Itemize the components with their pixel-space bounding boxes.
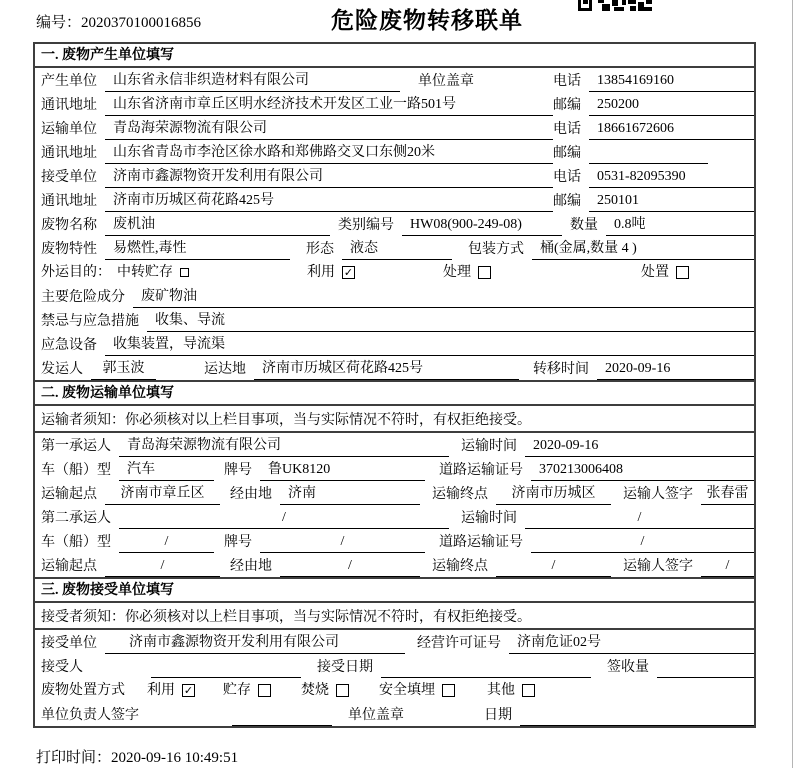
transport-time-2-label: 运输时间	[461, 511, 517, 526]
checkbox-label: 其他	[487, 682, 515, 698]
transport-time-label: 运输时间	[461, 439, 517, 454]
receiver-zip-label: 邮编	[553, 194, 581, 209]
page-title: 危险废物转移联单	[331, 8, 523, 33]
receiver-zip-value: 250101	[589, 190, 754, 212]
receiver-notice-label: 接受者须知：	[41, 609, 125, 625]
carrier-sign-2-value: /	[701, 555, 754, 577]
dispatcher-label: 发运人	[41, 362, 83, 377]
waste-property-label: 废物特性	[41, 242, 97, 257]
hazardous-waste-transfer-form	[33, 42, 756, 728]
option-disposal-other	[487, 680, 535, 701]
vehicle-type-label: 车（船）型	[41, 463, 111, 478]
waste-category-label: 类别编号	[338, 218, 394, 233]
row-producer-address	[35, 92, 754, 116]
packing-label: 包装方式	[468, 242, 524, 257]
business-permit-value: 济南危证02号	[509, 632, 754, 654]
sign-date-label: 日期	[484, 708, 512, 723]
row-second-carrier	[35, 505, 754, 529]
second-carrier-value: /	[119, 507, 449, 529]
packing-value: 桶(金属,数量 4 )	[532, 238, 754, 260]
route-start-2-value: /	[105, 555, 220, 577]
checkbox-label: 利用	[147, 682, 175, 698]
plate-value: 鲁UK8120	[260, 459, 425, 481]
receiver-notice	[35, 603, 754, 630]
transport-time-value: 2020-09-16	[525, 435, 754, 457]
producer-zip-value: 250200	[589, 94, 754, 116]
transporter-notice-label: 运输者须知：	[41, 412, 125, 428]
vehicle-type-2-label: 车（船）型	[41, 535, 111, 550]
producer-value: 山东省永信非织造材料有限公司	[105, 70, 400, 92]
transporter-notice-text: 你必须核对以上栏目事项，当与实际情况不符时，有权拒绝接受。	[125, 412, 531, 428]
receiver-phone-value: 0531-82095390	[589, 166, 754, 188]
receiver-phone-label: 电话	[553, 170, 581, 185]
row-emergency-equipment	[35, 332, 754, 356]
row-route-2	[35, 553, 754, 577]
acceptor-value	[151, 656, 301, 678]
route-end-2-value: /	[496, 555, 611, 577]
business-permit-label: 经营许可证号	[417, 636, 501, 651]
row-first-carrier	[35, 433, 754, 457]
transporter-address-value: 山东省青岛市李沧区徐水路和郑佛路交叉口东侧20米	[105, 142, 553, 164]
row-receiver	[35, 164, 754, 188]
option-disposal-storage	[223, 680, 271, 701]
road-permit-value: 370213006408	[531, 459, 754, 481]
transporter-phone-label: 电话	[553, 122, 581, 137]
transport-time-2-value: /	[525, 507, 754, 529]
checkbox-label: 贮存	[223, 682, 251, 698]
producer-phone-value: 13854169160	[589, 70, 754, 92]
unit-seal-label: 单位盖章	[418, 74, 474, 89]
section-receiver	[35, 577, 754, 726]
receiver-notice-text: 你必须核对以上栏目事项，当与实际情况不符时，有权拒绝接受。	[125, 609, 531, 625]
carrier-sign-2-label: 运输人签字	[623, 559, 693, 574]
transfer-time-value: 2020-09-16	[597, 358, 754, 380]
checkbox-disposal-other	[522, 684, 535, 697]
producer-phone-label: 电话	[553, 74, 581, 89]
transporter-zip-label: 邮编	[553, 146, 581, 161]
receiver-address-value: 济南市历城区荷花路425号	[105, 190, 553, 212]
accepting-unit-value: 济南市鑫源物资开发利用有限公司	[105, 632, 405, 654]
checkbox-transfer-storage	[180, 268, 189, 277]
route-via-value: 济南	[280, 483, 420, 505]
row-transporter	[35, 116, 754, 140]
print-time-label: 打印时间：	[36, 750, 112, 766]
route-via-2-label: 经由地	[230, 559, 272, 574]
received-quantity-value	[657, 656, 754, 678]
checkbox-dispose	[676, 266, 689, 279]
transporter-notice	[35, 406, 754, 433]
emergency-equipment-value: 收集装置，导流渠	[105, 334, 754, 356]
carrier-sign-value: 张春雷	[701, 483, 754, 505]
producer-zip-label: 邮编	[553, 98, 581, 113]
taboo-measures-label: 禁忌与应急措施	[41, 314, 139, 329]
producer-address-value: 山东省济南市章丘区明水经济技术开发区工业一路501号	[105, 94, 553, 116]
row-vehicle-2	[35, 529, 754, 553]
disposal-method-label: 废物处置方式	[41, 682, 125, 698]
route-end-label: 运输终点	[432, 487, 488, 502]
section-transport	[35, 380, 754, 577]
row-transfer-purpose	[35, 260, 754, 284]
checkbox-disposal-landfill	[442, 684, 455, 697]
waste-quantity-label: 数量	[570, 218, 598, 233]
qr-code-fragment	[578, 0, 652, 16]
option-treat	[443, 262, 491, 283]
acceptor-label: 接受人	[41, 660, 83, 675]
receiver-value: 济南市鑫源物资开发利用有限公司	[105, 166, 553, 188]
row-hazard-component	[35, 284, 754, 308]
route-end-2-label: 运输终点	[432, 559, 488, 574]
route-via-label: 经由地	[230, 487, 272, 502]
option-dispose	[641, 262, 689, 283]
transporter-phone-value: 18661672606	[589, 118, 754, 140]
destination-value: 济南市历城区荷花路425号	[254, 358, 519, 380]
page-edge-line	[792, 0, 793, 768]
waste-form-value: 液态	[342, 238, 452, 260]
route-start-label: 运输起点	[41, 487, 97, 502]
checkbox-disposal-incinerate	[336, 684, 349, 697]
route-end-value: 济南市历城区	[496, 483, 611, 505]
receiver-address-label: 通讯地址	[41, 194, 97, 209]
producer-address-label: 通讯地址	[41, 98, 97, 113]
received-quantity-label: 签收量	[607, 660, 649, 675]
road-permit-2-value: /	[531, 531, 754, 553]
waste-property-value: 易燃性,毒性	[105, 238, 290, 260]
row-disposal-method	[35, 678, 754, 702]
section-producer	[35, 44, 754, 380]
serial-number-line	[36, 11, 201, 32]
first-carrier-label: 第一承运人	[41, 439, 111, 454]
destination-label: 运达地	[204, 362, 246, 377]
route-start-value: 济南市章丘区	[105, 483, 220, 505]
option-transfer-storage	[117, 262, 189, 283]
sign-date-value	[520, 704, 754, 726]
checkbox-utilize: ✓	[343, 266, 354, 279]
section-receiver-title: 三. 废物接受单位填写	[35, 579, 754, 603]
plate-2-label: 牌号	[224, 535, 252, 550]
row-receiver-address	[35, 188, 754, 212]
option-disposal-landfill	[379, 680, 455, 701]
row-vehicle-1	[35, 457, 754, 481]
route-via-2-value: /	[280, 555, 420, 577]
purpose-label: 外运目的：	[41, 264, 111, 280]
waste-category-value: HW08(900-249-08)	[402, 214, 562, 236]
accept-date-value	[381, 656, 591, 678]
checkbox-label: 安全填埋	[379, 682, 435, 698]
transfer-time-label: 转移时间	[533, 362, 589, 377]
emergency-equipment-label: 应急设备	[41, 338, 97, 353]
taboo-measures-value: 收集、导流	[147, 310, 754, 332]
checkbox-disposal-utilize: ✓	[183, 684, 194, 697]
checkbox-label: 中转贮存	[117, 264, 173, 280]
print-time-value: 2020-09-16 10:49:51	[111, 750, 239, 766]
serial-number: 2020370100016856	[81, 15, 202, 31]
transporter-label: 运输单位	[41, 122, 97, 137]
first-carrier-value: 青岛海荣源物流有限公司	[119, 435, 449, 457]
row-route-1	[35, 481, 754, 505]
row-producer	[35, 68, 754, 92]
waste-name-label: 废物名称	[41, 218, 97, 233]
option-utilize	[307, 262, 355, 283]
plate-2-value: /	[260, 531, 425, 553]
vehicle-type-2-value: /	[119, 531, 214, 553]
row-waste-property	[35, 236, 754, 260]
checkbox-label: 利用	[307, 264, 335, 280]
responsible-sign-label: 单位负责人签字	[41, 708, 139, 723]
checkbox-disposal-storage	[258, 684, 271, 697]
row-accepting-unit	[35, 630, 754, 654]
transporter-address-label: 通讯地址	[41, 146, 97, 161]
accept-date-label: 接受日期	[317, 660, 373, 675]
serial-label: 编号：	[36, 15, 82, 31]
transporter-value: 青岛海荣源物流有限公司	[105, 118, 553, 140]
waste-name-value: 废机油	[105, 214, 330, 236]
row-waste-name	[35, 212, 754, 236]
checkbox-label: 焚烧	[301, 682, 329, 698]
road-permit-label: 道路运输证号	[439, 463, 523, 478]
carrier-sign-label: 运输人签字	[623, 487, 693, 502]
receiver-label: 接受单位	[41, 170, 97, 185]
waste-quantity-value: 0.8吨	[606, 214, 754, 236]
row-transporter-address	[35, 140, 754, 164]
checkbox-label: 处理	[443, 264, 471, 280]
checkbox-treat	[478, 266, 491, 279]
waste-form-label: 形态	[306, 242, 334, 257]
transporter-zip-value	[589, 142, 708, 164]
plate-label: 牌号	[224, 463, 252, 478]
responsible-sign-value	[232, 704, 332, 726]
row-taboo-measures	[35, 308, 754, 332]
row-dispatcher	[35, 356, 754, 380]
section-producer-title: 一. 废物产生单位填写	[35, 44, 754, 68]
unit-seal-label-2: 单位盖章	[348, 708, 404, 723]
dispatcher-value: 郭玉波	[91, 358, 156, 380]
checkbox-label: 处置	[641, 264, 669, 280]
hazard-component-value: 废矿物油	[133, 286, 754, 308]
section-transport-title: 二. 废物运输单位填写	[35, 382, 754, 406]
row-responsible-signature	[35, 702, 754, 726]
option-disposal-incinerate	[301, 680, 349, 701]
producer-label: 产生单位	[41, 74, 97, 89]
row-acceptor	[35, 654, 754, 678]
route-start-2-label: 运输起点	[41, 559, 97, 574]
print-time-line	[36, 746, 238, 767]
second-carrier-label: 第二承运人	[41, 511, 111, 526]
option-disposal-utilize	[147, 680, 195, 701]
vehicle-type-value: 汽车	[119, 459, 214, 481]
road-permit-2-label: 道路运输证号	[439, 535, 523, 550]
hazard-component-label: 主要危险成分	[41, 290, 125, 305]
accepting-unit-label: 接受单位	[41, 636, 97, 651]
